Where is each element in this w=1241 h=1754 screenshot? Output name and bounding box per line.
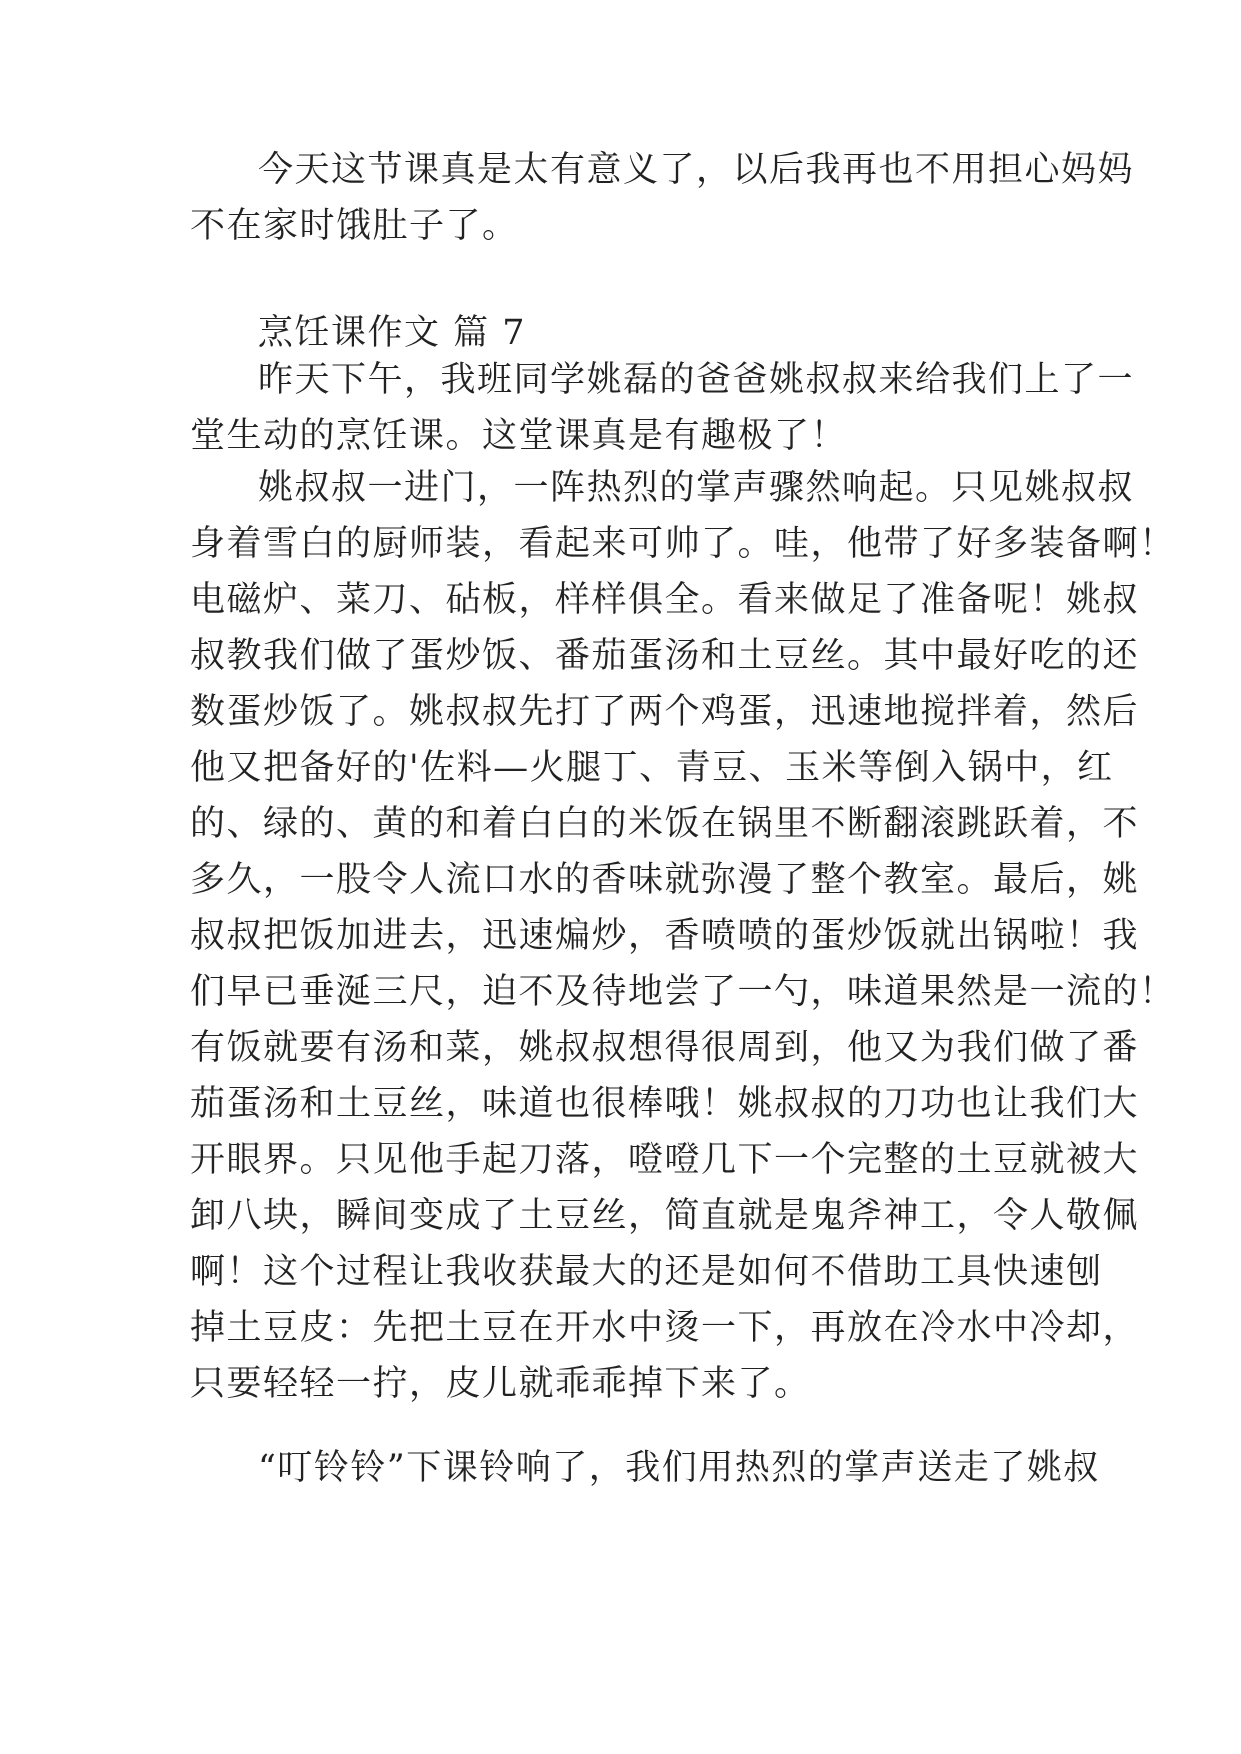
text-line: 昨天下午，我班同学姚磊的爸爸姚叔叔来给我们上了一 [258,360,1135,400]
text-line: 不在家时饿肚子了。 [190,206,519,246]
text-line: 开眼界。只见他手起刀落，噔噔几下一个完整的土豆就被大 [190,1140,1140,1180]
text-line: 只要轻轻一拧，皮儿就乖乖掉下来了。 [190,1364,811,1404]
text-line: 掉土豆皮：先把土豆在开水中烫一下，再放在冷水中冷却， [190,1308,1140,1348]
text-line: 姚叔叔一进门，一阵热烈的掌声骤然响起。只见姚叔叔 [258,468,1135,508]
text-line: 他又把备好的'佐料—火腿丁、青豆、玉米等倒入锅中，红 [190,748,1114,788]
text-line: 叔叔把饭加进去，迅速煸炒，香喷喷的蛋炒饭就出锅啦！我 [190,916,1140,956]
text-line: 叔教我们做了蛋炒饭、番茄蛋汤和土豆丝。其中最好吃的还 [190,636,1140,676]
text-line: 数蛋炒饭了。姚叔叔先打了两个鸡蛋，迅速地搅拌着，然后 [190,692,1140,732]
text-line: 们早已垂涎三尺，迫不及待地尝了一勺，味道果然是一流的！ [190,972,1176,1012]
text-line: 堂生动的烹饪课。这堂课真是有趣极了！ [190,416,848,456]
text-line: 多久，一股令人流口水的香味就弥漫了整个教室。最后，姚 [190,860,1140,900]
text-line: “叮铃铃”下课铃响了，我们用热烈的掌声送走了姚叔 [258,1448,1100,1488]
text-line: 今天这节课真是太有意义了，以后我再也不用担心妈妈 [258,150,1135,190]
paragraph-ending [190,1440,1100,1496]
text-line: 啊！这个过程让我收获最大的还是如何不借助工具快速刨 [190,1252,1103,1292]
paragraph-body [190,460,1176,1412]
paragraph-intro [190,352,1135,464]
text-line: 电磁炉、菜刀、砧板，样样俱全。看来做足了准备呢！姚叔 [190,580,1140,620]
text-line: 茄蛋汤和土豆丝，味道也很棒哦！姚叔叔的刀功也让我们大 [190,1084,1140,1124]
paragraph-conclusion [190,142,1135,254]
section-heading: 烹饪课作文 篇 7 [258,313,527,353]
text-line: 卸八块，瞬间变成了土豆丝，简直就是鬼斧神工，令人敬佩 [190,1196,1140,1236]
text-line: 身着雪白的厨师装，看起来可帅了。哇，他带了好多装备啊！ [190,524,1176,564]
text-line: 的、绿的、黄的和着白白的米饭在锅里不断翻滚跳跃着，不 [190,804,1140,844]
text-line: 有饭就要有汤和菜，姚叔叔想得很周到，他又为我们做了番 [190,1028,1140,1068]
